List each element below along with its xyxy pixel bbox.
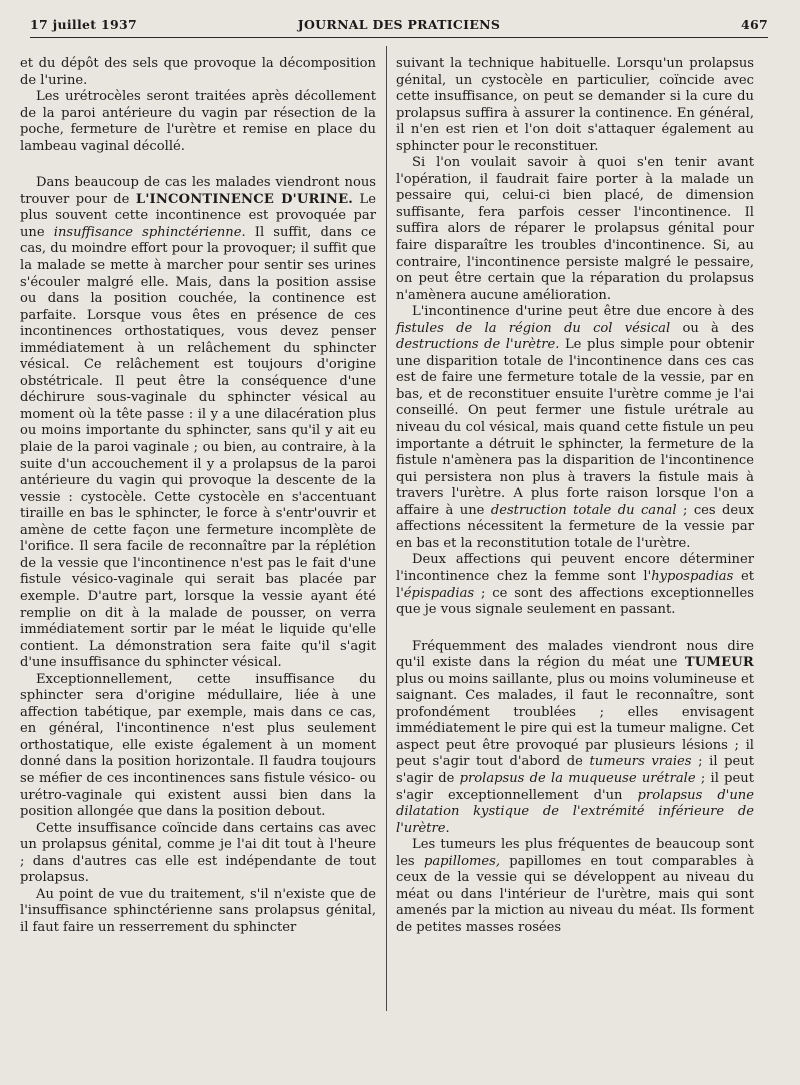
paragraph: Exceptionnellement, cette insuffisance du sphincter sera d'origine médullaire, liée à une affection tabétique, par exemple, mais dans ce cas, en général, l'incontinence n'est plus seulement orthostatique, elle existe également à un moment donné dans la position horizontale. Il faudra toujours se méfier de ces incontinences sans fistule vésico- ou urétro-vaginale qui existent aussi bien dans la position allongée que dans la position debout.: [20, 671, 376, 820]
paragraph: L'incontinence d'urine peut être due encore à des fistules de la région du col vésical ou à des destructions de l'urètre. Le plus simple pour obtenir une disparition totale de l'incontinence dans ces cas est de faire une fermeture totale de la vessie, par en bas, et de reconstituer ensuite l'urètre comme je l'ai conseillé. On peut fermer une fistule urétrale au niveau du col vésical, mais quand cette fistule un peu importante a détruit le sphincter, la fermeture de la fistule n'amènera pas la disparition de l'incontinence qui persistera non plus à travers la fistule mais à travers l'urètre. A plus forte raison lorsque l'on a affaire à une destruction totale du canal ; ces deux affections nécessitent la fermeture de la vessie par en bas et la reconstitution totale de l'urètre.: [396, 304, 754, 551]
paragraph: Les urétrocèles seront traitées après décollement de la paroi antérieure du vagin par résection de la poche, fermeture de l'urètre et remise en place du lambeau vaginal décollé.: [20, 89, 376, 154]
paragraph: et du dépôt des sels que provoque la décomposition de l'urine.: [20, 56, 376, 88]
section-keyword: TUMEUR: [684, 655, 754, 671]
section-gap: [396, 619, 754, 639]
paragraph: Dans beaucoup de cas les malades viendront nous trouver pour de L'INCONTINENCE D'URINE. Le plus souvent cette incontinence est provoquée par une insuffisance sphinctérienne. Il suffit, dans ce cas, du moindre effort pour la provoquer; il suffit que la malade se mette à marcher pour sentir ses urines s'écouler malgré elle. Mais, dans la position assise ou dans la position couchée, la continence est parfaite. Lorsque vous êtes en présence de ces incontinences orthostatiques, vous devez penser immédiatement à un relâchement du sphincter vésical. Ce relâchement est toujours d'origine obstétricale. Il peut être la conséquence d'une déchirure sous-vaginale du sphincter vésical au moment où la tête passe : il y a une dilacération plus ou moins importante du sphincter, sans qu'il y ait eu plaie de la paroi vaginale ; ou bien, au contraire, à la suite d'un accouchement il y a prolapsus de la paroi antérieure du vagin qui provoque la descente de la vessie : cystocèle. Cette cystocèle en s'accentuant tiraille en bas le sphincter, le force à s'entr'ouvrir et amène de cette façon une fermeture incomplète de l'orifice. Il sera facile de reconnaître par la réplétion de la vessie que l'incontinence n'est pas le fait d'une fistule vésico-vaginale qui serait bas placée par exemple. D'autre part, lorsque la vessie ayant été remplie on dit à la malade de pousser, on verra immédiatement sortir par le méat le liquide qu'elle contient. La démonstration sera faite qu'il s'agit d'une insuffisance du sphincter vésical.: [20, 175, 377, 671]
header-title: JOURNAL DES PRATICIENS: [297, 17, 501, 32]
page-header: [30, 15, 768, 38]
header-date: 17 juillet 1937: [30, 17, 137, 32]
section-gap: [20, 155, 376, 175]
paragraph: Au point de vue du traitement, s'il n'existe que de l'insuffisance sphinctérienne sans prolapsus génital, il faut faire un resserrement du sphincter: [20, 886, 376, 935]
paragraph: Cette insuffisance coïncide dans certains cas avec un prolapsus génital, comme je l'ai dit tout à l'heure ; dans d'autres cas elle est indépendante de tout prolapsus.: [20, 820, 376, 886]
paragraph: Les tumeurs les plus fréquentes de beaucoup sont les papillomes, papillomes en tout comparables à ceux de la vessie qui se développent au niveau du méat ou dans l'intérieur de l'urètre, mais qui sont amenés par la miction au niveau du méat. Ils forment de petites masses rosées: [396, 837, 754, 935]
page-number: 467: [741, 17, 768, 32]
paragraph: Si l'on voulait savoir à quoi s'en tenir avant l'opération, il faudrait faire porter à la malade un pessaire qui, celui-ci bien placé, de dimension suffisante, fera parfois cesser l'incontinence. Il suffira alors de réparer le prolapsus génital pour faire disparaître les troubles d'incontinence. Si, au contraire, l'incontinence persiste malgré le pessaire, on peut être certain que la réparation du prolapsus n'amènera aucune amélioration.: [396, 155, 754, 303]
paragraph: Fréquemment des malades viendront nous dire qu'il existe dans la région du méat une TUMEUR plus ou moins saillante, plus ou moins volumineuse et saignant. Ces malades, il faut le reconnaître, sont profondément troublées ; elles envisagent immédiatement le pire qui est la tumeur maligne. Cet aspect peut être provoqué par plusieurs lésions ; il peut s'agir tout d'abord de tumeurs vraies ; il peut s'agir de prolapsus de la muqueuse urétrale ; il peut s'agir exceptionnellement d'un prolapsus d'une dilatation kystique de l'extrémité inférieure de l'urètre.: [396, 638, 754, 836]
section-keyword: L'INCONTINENCE D'URINE.: [135, 191, 354, 207]
column-divider: [386, 46, 387, 1011]
paragraph: suivant la technique habituelle. Lorsqu'un prolapsus génital, un cystocèle en particulier, coïncide avec cette insuffisance, on peut se demander si la cure du prolapsus suffira à assurer la continence. En général, il n'en est rien et l'on doit s'attaquer également au sphincter pour le reconstituer.: [396, 56, 754, 154]
paragraph: Deux affections qui peuvent encore déterminer l'incontinence chez la femme sont l'hypospadias et l'épispadias ; ce sont des affections exceptionnelles que je vous signale seulement en passant.: [396, 552, 754, 618]
right-column: [396, 56, 754, 936]
left-column: [20, 56, 376, 936]
